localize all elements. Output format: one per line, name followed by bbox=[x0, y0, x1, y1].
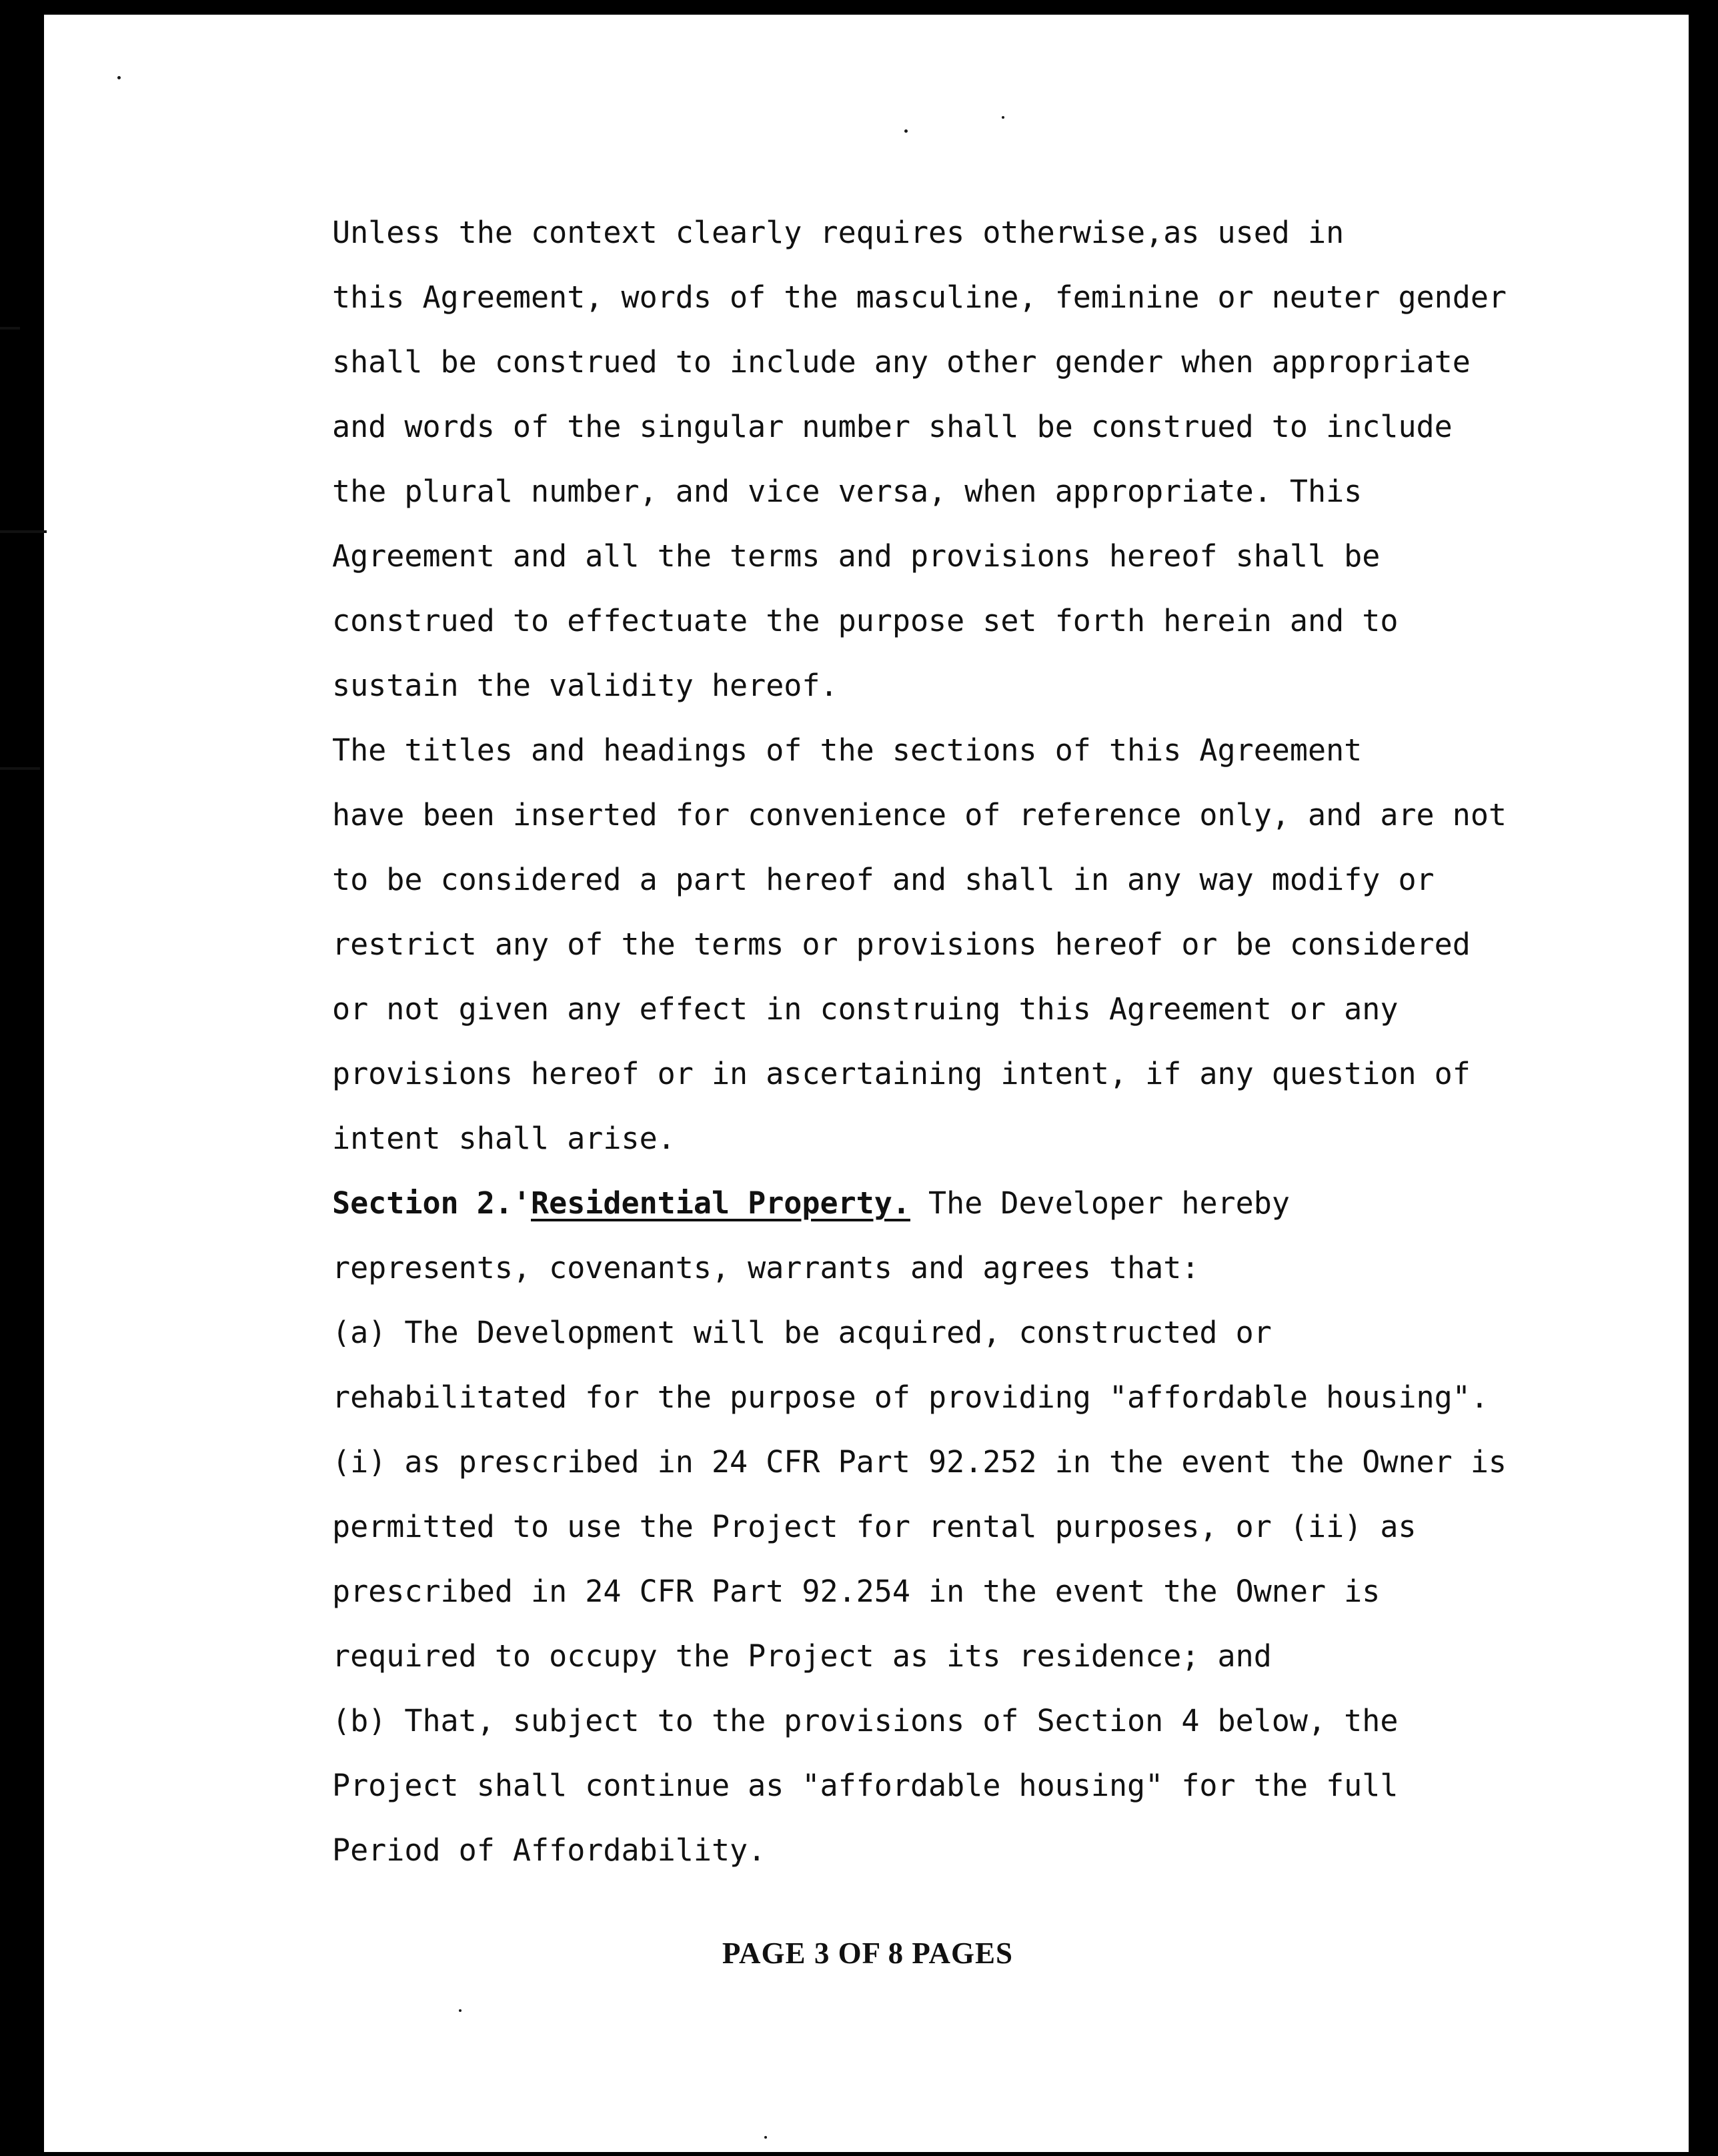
paragraph-headings: The titles and headings of the sections of this Agreement have been inserted for convenience of reference only, and are not to be considered a part hereof and shall in any way modify or restrict any of the terms or provisions hereof or be considered or not given any effect in construing this Agreement or any provisions hereof or in ascertaining intent, if any question of intent shall arise. bbox=[332, 732, 1507, 1156]
scan-edge-mark bbox=[0, 327, 20, 330]
scan-speck bbox=[904, 129, 908, 133]
scan-edge-mark bbox=[0, 767, 40, 770]
scan-speck bbox=[764, 2136, 767, 2139]
clause-a: (a) The Development will be acquired, constructed or rehabilitated for the purpose of providing "affordable housing". (i) as prescribed in 24 CFR Part 92.252 in the event the Owner is permitted to use the Project for rental purposes, or (ii) as prescribed in 24 CFR Part 92.254 in the event the Owner is required to occupy the Project as its residence; and bbox=[332, 1315, 1507, 1674]
page-footer: PAGE 3 OF 8 PAGES bbox=[722, 1937, 1014, 1970]
scan-speck bbox=[1002, 116, 1004, 119]
section-label: Section 2.' bbox=[332, 1185, 532, 1221]
document-page bbox=[44, 15, 1691, 2152]
paragraph-definitions: Unless the context clearly requires otherwise,as used in this Agreement, words of the masculine, feminine or neuter gender shall be construed to include any other gender when appropriate and words of the singular number shall be construed to include the plural number, and vice versa, when appropriate. This Agreement and all the terms and provisions hereof shall be construed to effectuate the purpose set forth herein and to sustain the validity hereof. bbox=[332, 215, 1507, 703]
document-body bbox=[236, 200, 1583, 1882]
scan-right-border bbox=[1689, 0, 1718, 2156]
section-intro-text: The Developer hereby represents, covenants, warrants and agrees that: bbox=[332, 1185, 1290, 1285]
scan-speck bbox=[117, 76, 121, 79]
scan-speck bbox=[459, 2009, 462, 2012]
scan-edge-mark bbox=[0, 530, 47, 533]
section-2-intro bbox=[236, 1171, 1583, 1300]
section-title: Residential Property. bbox=[531, 1185, 910, 1221]
clause-b: (b) That, subject to the provisions of Section 4 below, the Project shall continue as "affordable housing" for the full Period of Affordability. bbox=[332, 1703, 1399, 1868]
